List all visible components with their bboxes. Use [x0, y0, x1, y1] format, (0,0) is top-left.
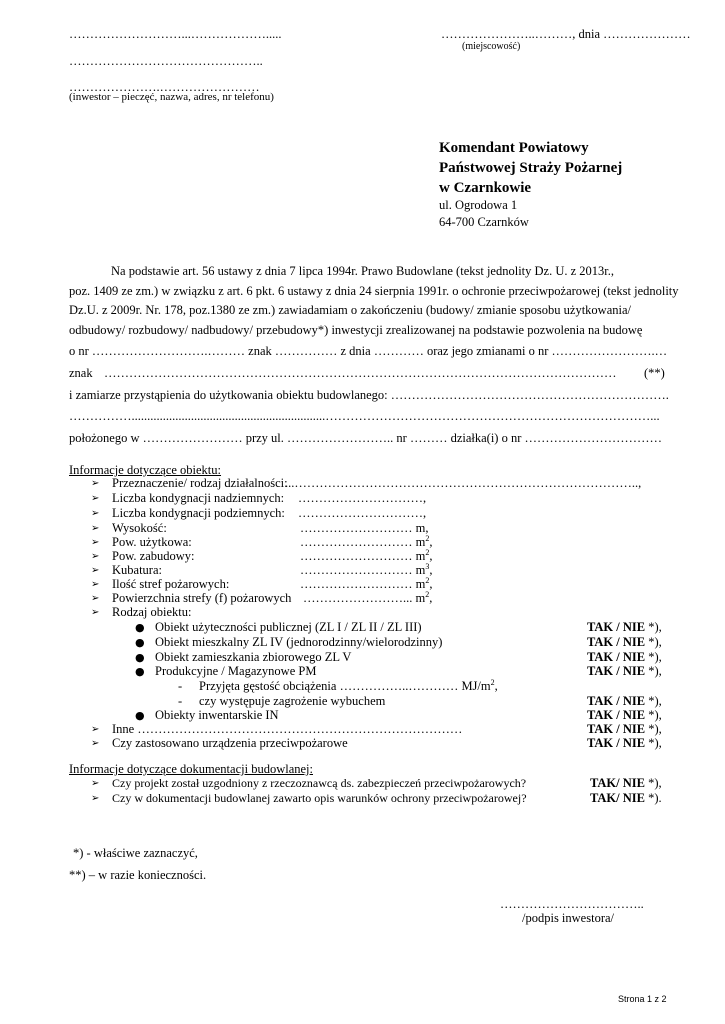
pm-sub-answer: [587, 694, 662, 709]
footnote-mark: *),: [645, 776, 662, 790]
investor-caption: (inwestor – pieczęć, nazwa, adres, nr telefonu): [69, 91, 274, 103]
unit-tail: ,: [429, 591, 433, 605]
tak-nie-choice[interactable]: TAK / NIE: [587, 635, 646, 649]
object-field-value-text: ……………………… m: [300, 563, 426, 577]
object-extra-answer: [587, 736, 662, 751]
tak-nie-choice[interactable]: TAK / NIE: [587, 736, 646, 750]
unit-exponent: 2: [490, 677, 495, 687]
object-type-label: Obiekt użyteczności publicznej (ZL I / ZL II / ZL III): [155, 620, 422, 634]
tak-nie-choice[interactable]: TAK / NIE: [587, 722, 646, 736]
bullet-arrow-icon: ➢: [91, 537, 100, 548]
page-number: Strona 1 z 2: [618, 994, 667, 1004]
bullet-dot-icon: ●: [135, 636, 145, 649]
object-extra-label: Czy zastosowano urządzenia przeciwpożarowe: [112, 736, 348, 750]
bullet-arrow-icon: ➢: [91, 793, 100, 804]
bullet-arrow-icon: ➢: [91, 593, 100, 604]
tak-nie-choice[interactable]: TAK / NIE: [587, 620, 646, 634]
unit-tail: ,: [429, 577, 433, 591]
object-field-label: Pow. zabudowy:: [112, 549, 195, 563]
footnote-mark: *),: [645, 650, 662, 664]
body-line-4: odbudowy/ rozbudowy/ nadbudowy/ przebudowy*) inwestycji zrealizowanej na podstawie pozwolenia na budowę: [69, 323, 643, 337]
object-type-answer: [587, 620, 662, 635]
object-field-value-text: ……………………… m,: [300, 521, 429, 535]
bullet-arrow-icon: ➢: [91, 607, 100, 618]
bullet-arrow-icon: ➢: [91, 724, 100, 735]
object-field-value-text: ……………………... m: [303, 591, 426, 605]
doc-info-heading: Informacje dotyczące dokumentacji budowlanej:: [69, 762, 313, 776]
object-type-answer: [587, 635, 662, 650]
signature-line: ……………………………..: [500, 897, 644, 911]
footnote-mark: *),: [645, 620, 662, 634]
object-extra-label: Obiekty inwentarskie IN: [155, 708, 279, 722]
object-field-value-text: ……………………… m: [300, 535, 426, 549]
object-info-heading: Informacje dotyczące obiektu:: [69, 463, 222, 477]
tak-nie-choice[interactable]: TAK / NIE: [587, 694, 646, 708]
object-field-value: [300, 577, 432, 592]
note-2: **) – w razie konieczności.: [69, 868, 207, 882]
tak-nie-choice[interactable]: TAK / NIE: [587, 708, 646, 722]
object-field-value: [303, 591, 432, 606]
body-line-2: poz. 1409 ze zm.) w związku z art. 6 pkt. 6 ustawy z dnia 24 sierpnia 1991r. o ochronie przeciwpożarowej (tekst jednolity: [69, 284, 679, 298]
unit-tail: ,: [429, 563, 433, 577]
pm-sub-label-text: Przyjęta gęstość obciążenia ……………..………… MJ/m: [199, 679, 491, 693]
object-field-value: [298, 506, 426, 521]
object-field-label: Wysokość:: [112, 521, 167, 535]
place-caption: (miejscowość): [462, 41, 521, 52]
object-type-answer: [587, 650, 662, 665]
object-field-value-text: ……………………… m: [300, 577, 426, 591]
object-field-value-text: …………………………,: [298, 506, 427, 520]
doc-question-answer: [590, 791, 662, 806]
body-line-3: Dz.U. z 2009r. Nr. 178, poz.1380 ze zm.) zawiadamiam o zakończeniu (budowy/ zmianie sposobu użytkowania/: [69, 303, 631, 317]
tak-nie-choice[interactable]: TAK / NIE: [587, 650, 646, 664]
bullet-arrow-icon: ➢: [91, 508, 100, 519]
body-line-7: i zamiarze przystąpienia do użytkowania obiektu budowlanego: ………………………………………………………….: [69, 388, 669, 402]
pm-sub-label: [199, 694, 385, 709]
object-field-value: [300, 521, 428, 536]
bullet-dot-icon: ●: [135, 709, 145, 722]
addressee-line-1: Komendant Powiatowy: [439, 140, 589, 156]
object-type-label: Produkcyjne / Magazynowe PM: [155, 664, 317, 678]
footnote-mark: *),: [645, 722, 662, 736]
bullet-dash-icon: -: [178, 679, 183, 693]
addressee-line-2: Państwowej Straży Pożarnej: [439, 160, 623, 176]
place-date-line: …………………..………, dnia …………………: [441, 27, 691, 41]
object-field-value: [300, 563, 432, 578]
object-field-label: Ilość stref pożarowych:: [112, 577, 230, 591]
bullet-arrow-icon: ➢: [91, 478, 100, 489]
object-type-label: Obiekt zamieszkania zbiorowego ZL V: [155, 650, 352, 664]
bullet-arrow-icon: ➢: [91, 565, 100, 576]
object-field-value-text: …………………………,: [298, 491, 427, 505]
bullet-dash-icon: -: [178, 694, 183, 708]
object-field-label: Przeznaczenie/ rodzaj działalności:: [112, 476, 288, 490]
footnote-mark: *),: [645, 736, 662, 750]
investor-line-3: ………………….……………………: [69, 80, 260, 94]
object-field-label: Liczba kondygnacji nadziemnych:: [112, 491, 285, 505]
object-field-label: Kubatura:: [112, 563, 162, 577]
object-field-value: [300, 549, 432, 564]
bullet-dot-icon: ●: [135, 651, 145, 664]
object-field-value: [285, 476, 641, 491]
addressee-line-3: w Czarnkowie: [439, 180, 532, 196]
unit-exponent: 3: [425, 561, 430, 571]
object-field-label: Pow. użytkowa:: [112, 535, 192, 549]
body-line-5: o nr ……………………….……… znak …………… z dnia ………… oraz jego zmianami o nr …………………….…: [69, 344, 668, 358]
bullet-arrow-icon: ➢: [91, 738, 100, 749]
addressee-street: ul. Ogrodowa 1: [439, 198, 518, 212]
addressee-city: 64-700 Czarnków: [439, 215, 529, 229]
tak-nie-choice[interactable]: TAK/ NIE: [590, 776, 645, 790]
object-field-value: [300, 535, 432, 550]
object-field-label: Powierzchnia strefy (f) pożarowych: [112, 591, 292, 605]
object-field-value: [298, 491, 426, 506]
object-type-label: Obiekt mieszkalny ZL IV (jednorodzinny/wielorodzinny): [155, 635, 443, 649]
doc-question-label: Czy w dokumentacji budowlanej zawarto opis warunków ochrony przeciwpożarowej?: [112, 791, 527, 805]
investor-line-2: ………………………………………..: [69, 54, 263, 68]
unit-tail: ,: [429, 535, 433, 549]
signature-caption: /podpis inwestora/: [522, 911, 615, 925]
bullet-arrow-icon: ➢: [91, 523, 100, 534]
unit-exponent: 2: [425, 575, 430, 585]
body-line-6-end: (**): [644, 366, 665, 380]
doc-question-answer: [590, 776, 662, 791]
object-field-label: Rodzaj obiektu:: [112, 605, 192, 619]
bullet-dot-icon: ●: [135, 621, 145, 634]
bullet-arrow-icon: ➢: [91, 579, 100, 590]
note-1: *) - właściwe zaznaczyć,: [73, 846, 198, 860]
object-extra-answer: [587, 722, 662, 737]
object-type-answer: [587, 664, 662, 679]
object-field-value-text: ...………………………………………………………………………..,: [285, 476, 642, 490]
tak-nie-choice[interactable]: TAK / NIE: [587, 664, 646, 678]
bullet-arrow-icon: ➢: [91, 493, 100, 504]
doc-question-label: Czy projekt został uzgodniony z rzeczoznawcą ds. zabezpieczeń przeciwpożarowych?: [112, 776, 527, 790]
bullet-dot-icon: ●: [135, 665, 145, 678]
tak-nie-choice[interactable]: TAK/ NIE: [590, 791, 645, 805]
unit-exponent: 2: [425, 547, 430, 557]
unit-tail: ,: [429, 549, 433, 563]
unit-exponent: 2: [425, 533, 430, 543]
footnote-mark: *).: [645, 791, 662, 805]
footnote-mark: *),: [645, 635, 662, 649]
bullet-arrow-icon: ➢: [91, 778, 100, 789]
object-extra-answer: [587, 708, 662, 723]
bullet-arrow-icon: ➢: [91, 551, 100, 562]
body-line-9: położonego w …………………… przy ul. …………………….. nr ……… działka(i) o nr ……………………………: [69, 431, 662, 445]
pm-sub-label: [199, 679, 498, 694]
pm-sub-label-text: czy występuje zagrożenie wybuchem: [199, 694, 386, 708]
body-line-6-dots: ……………………………………………………………………………………………………………: [104, 366, 617, 380]
object-field-label: Liczba kondygnacji podziemnych:: [112, 506, 285, 520]
unit-tail: ,: [494, 679, 498, 693]
object-extra-label: Inne ……………………………………………………………………: [112, 722, 463, 736]
footnote-mark: *),: [645, 694, 662, 708]
body-line-6-start: znak: [69, 366, 93, 380]
body-line-1: Na podstawie art. 56 ustawy z dnia 7 lipca 1994r. Prawo Budowlane (tekst jednolity Dz. U. z 2013r.,: [111, 264, 615, 278]
footnote-mark: *),: [645, 664, 662, 678]
footnote-mark: *),: [645, 708, 662, 722]
object-field-value-text: ……………………… m: [300, 549, 426, 563]
unit-exponent: 2: [425, 589, 430, 599]
body-line-8: ……………..............................................................……………………………………………………………………...: [69, 409, 660, 423]
investor-line-1: ………………………...……………….....: [69, 27, 282, 41]
